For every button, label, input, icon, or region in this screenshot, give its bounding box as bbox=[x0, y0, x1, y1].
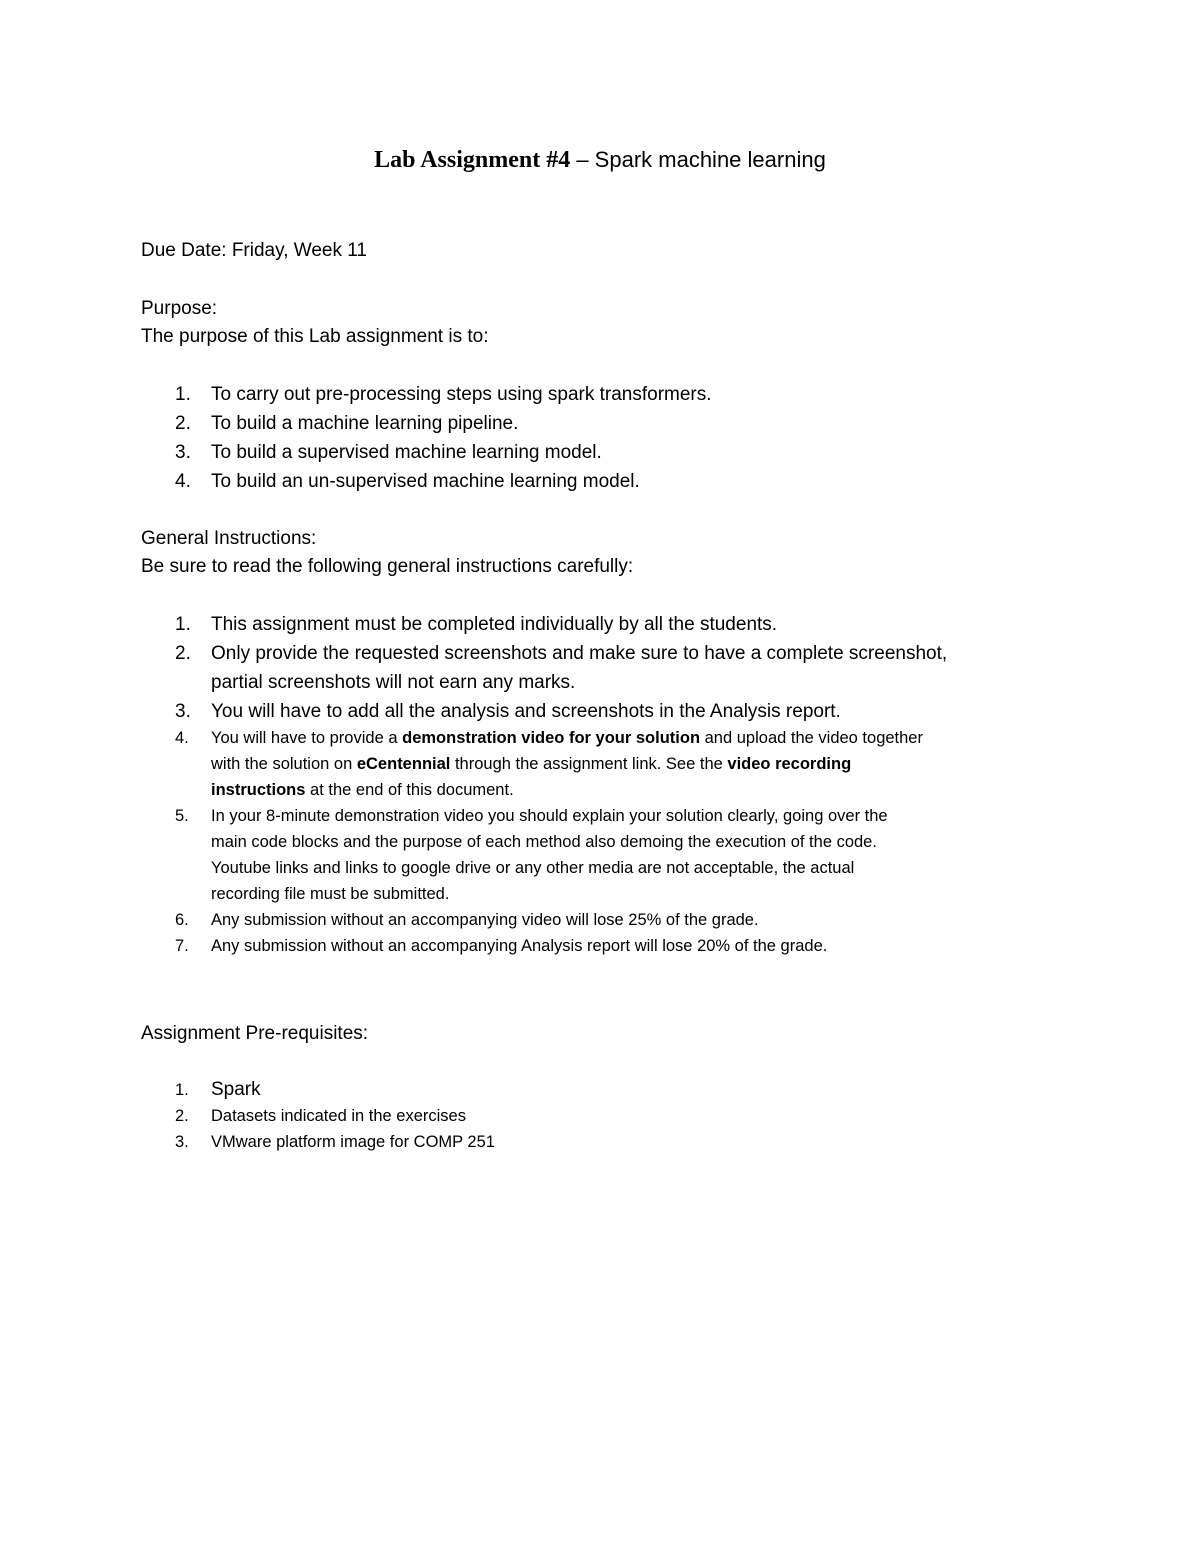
purpose-list bbox=[141, 380, 712, 496]
general-list-large bbox=[141, 610, 947, 726]
title-bold: Lab Assignment #4 bbox=[374, 147, 571, 173]
list-item: 6. Any submission without an accompanying video will lose 25% of the grade. bbox=[175, 911, 759, 929]
general-intro: Be sure to read the following general instructions carefully: bbox=[141, 556, 634, 577]
list-item: 4. You will have to provide a demonstration video for your solution and upload the video together with the solution on eCentennial through the assignment link. See the video recording instructions at the end of this document. bbox=[175, 729, 923, 799]
prereq-list bbox=[141, 1077, 495, 1155]
purpose-heading: Purpose: bbox=[141, 298, 218, 319]
title-subtitle: – Spark machine learning bbox=[570, 147, 826, 172]
list-item: 1. Spark bbox=[175, 1079, 261, 1100]
purpose-intro: The purpose of this Lab assignment is to: bbox=[141, 326, 489, 347]
list-item: 3. You will have to add all the analysis and screenshots in the Analysis report. bbox=[175, 701, 841, 722]
list-item: 2. Only provide the requested screenshots and make sure to have a complete screenshot, partial screenshots will not earn any marks. bbox=[175, 643, 948, 693]
list-item: 3. To build a supervised machine learning model. bbox=[175, 442, 602, 463]
list-item: 1. This assignment must be completed individually by all the students. bbox=[175, 614, 778, 635]
list-item: 7. Any submission without an accompanying Analysis report will lose 20% of the grade. bbox=[175, 937, 828, 955]
list-item: 1. To carry out pre-processing steps using spark transformers. bbox=[175, 384, 712, 405]
due-date bbox=[141, 238, 367, 264]
general-list-small bbox=[141, 725, 923, 959]
due-date-label: Due Date: Friday, Week bbox=[141, 240, 348, 261]
list-item: 4. To build an un-supervised machine learning model. bbox=[175, 471, 640, 492]
prereq-heading: Assignment Pre-requisites: bbox=[141, 1023, 369, 1044]
list-item: 3. VMware platform image for COMP 251 bbox=[175, 1133, 495, 1151]
general-heading: General Instructions: bbox=[141, 528, 317, 549]
list-item: 2. To build a machine learning pipeline. bbox=[175, 413, 519, 434]
due-date-week: 11 bbox=[347, 240, 367, 261]
list-item: 5. In your 8-minute demonstration video you should explain your solution clearly, going over the main code blocks and the purpose of each method also demoing the execution of the code. Youtube links and links to google drive or any other media are not acceptable, the actual recording file must be submitted. bbox=[175, 807, 888, 903]
page-title bbox=[0, 143, 1200, 176]
list-item: 2. Datasets indicated in the exercises bbox=[175, 1107, 466, 1125]
